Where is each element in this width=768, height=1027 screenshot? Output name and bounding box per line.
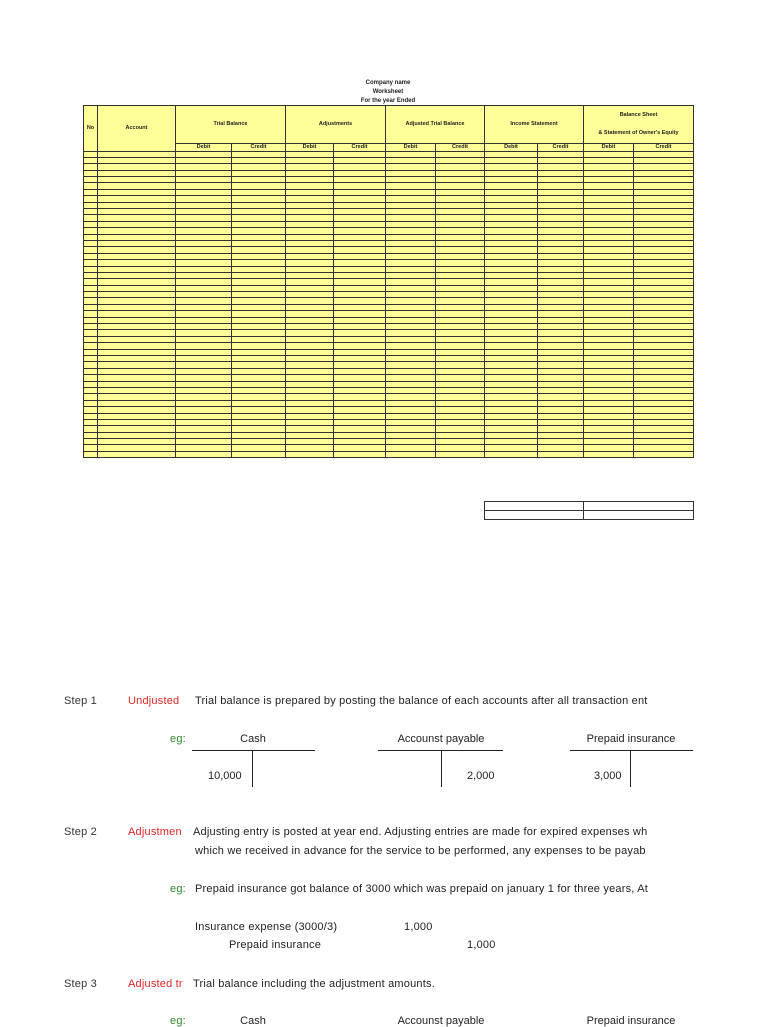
period-label: For the year Ended	[360, 98, 416, 104]
step2-term: Adjustmen	[128, 826, 182, 838]
t-account-prepaid-hline	[570, 750, 693, 751]
debit-header: Debit	[176, 144, 232, 152]
worksheet-cell[interactable]	[334, 451, 386, 457]
group-trial-balance: Trial Balance	[176, 106, 286, 144]
worksheet-cell[interactable]	[98, 451, 176, 457]
step3-label: Step 3	[64, 978, 98, 990]
group-adjusted-trial-balance: Adjusted Trial Balance	[386, 106, 485, 144]
worksheet-cell[interactable]	[286, 451, 334, 457]
worksheet-cell[interactable]	[386, 451, 436, 457]
worksheet-cell[interactable]	[84, 451, 98, 457]
worksheet-cell[interactable]	[176, 451, 232, 457]
debit-header: Debit	[386, 144, 436, 152]
worksheet-row	[84, 451, 694, 457]
step3-payable-title: Accounst payable	[397, 1015, 485, 1027]
debit-header: Debit	[584, 144, 634, 152]
credit-header: Credit	[334, 144, 386, 152]
entry-debit-account: Insurance expense (3000/3)	[195, 921, 338, 933]
step3-text: Trial balance including the adjustment amounts.	[193, 978, 435, 990]
worksheet-cell[interactable]	[232, 451, 286, 457]
credit-header: Credit	[538, 144, 584, 152]
worksheet-cell[interactable]	[584, 451, 634, 457]
t-account-cash-debit: 10,000	[208, 770, 242, 782]
step1-term: Undjusted	[128, 695, 180, 707]
step1-label: Step 1	[64, 695, 98, 707]
t-account-prepaid-debit: 3,000	[594, 770, 622, 782]
totals-cell[interactable]	[485, 511, 584, 520]
t-account-prepaid-title: Prepaid insurance	[586, 733, 676, 745]
entry-credit-amount: 1,000	[467, 939, 496, 951]
step2-eg-text: Prepaid insurance got balance of 3000 which was prepaid on january 1 for three years, At	[195, 883, 648, 895]
t-account-prepaid-vline	[630, 750, 631, 787]
group-adjustments: Adjustments	[286, 106, 386, 144]
credit-header: Credit	[232, 144, 286, 152]
col-no-header: No	[84, 106, 98, 152]
debit-header: Debit	[286, 144, 334, 152]
header-row	[84, 106, 694, 144]
totals-row	[485, 502, 694, 511]
t-account-cash-hline	[192, 750, 315, 751]
credit-header: Credit	[634, 144, 694, 152]
step2-label: Step 2	[64, 826, 98, 838]
t-account-cash-vline	[252, 750, 253, 787]
subheader-row	[84, 144, 694, 152]
entry-debit-amount: 1,000	[404, 921, 433, 933]
totals-cell[interactable]	[584, 502, 694, 511]
group-balance-sheet	[584, 106, 694, 144]
balance-sheet-line1: Balance Sheet	[619, 112, 658, 118]
worksheet-table	[83, 105, 694, 458]
col-account-header: Account	[98, 106, 176, 152]
step2-text-line2: which we received in advance for the service to be performed, any expenses to be payab	[195, 845, 646, 857]
entry-credit-account: Prepaid insurance	[229, 939, 322, 951]
t-account-payable-title: Accounst payable	[397, 733, 485, 745]
t-account-payable-credit: 2,000	[467, 770, 495, 782]
step3-term: Adjusted tr	[128, 978, 183, 990]
worksheet-cell[interactable]	[485, 451, 538, 457]
step1-text: Trial balance is prepared by posting the balance of each accounts after all transaction ent	[195, 695, 648, 707]
totals-cell[interactable]	[485, 502, 584, 511]
worksheet-label: Worksheet	[372, 89, 404, 95]
balance-sheet-line2: & Statement of Owner's Equity	[598, 130, 679, 136]
totals-cell[interactable]	[584, 511, 694, 520]
t-account-payable-vline	[441, 750, 442, 787]
worksheet-cell[interactable]	[436, 451, 485, 457]
step2-eg: eg:	[170, 883, 186, 895]
worksheet-cell[interactable]	[538, 451, 584, 457]
step3-prepaid-title: Prepaid insurance	[586, 1015, 676, 1027]
company-name: Company name	[365, 80, 411, 86]
worksheet-title	[300, 79, 476, 106]
step2-text-line1: Adjusting entry is posted at year end. Adjusting entries are made for expired expenses wh	[193, 826, 648, 838]
totals-row	[485, 511, 694, 520]
worksheet-cell[interactable]	[634, 451, 694, 457]
group-income-statement: Income Statement	[485, 106, 584, 144]
step1-eg: eg:	[170, 733, 186, 745]
debit-header: Debit	[485, 144, 538, 152]
step3-eg: eg:	[170, 1015, 186, 1027]
totals-box	[484, 501, 694, 520]
t-account-cash-title: Cash	[240, 733, 266, 745]
step3-cash-title: Cash	[240, 1015, 266, 1027]
credit-header: Credit	[436, 144, 485, 152]
